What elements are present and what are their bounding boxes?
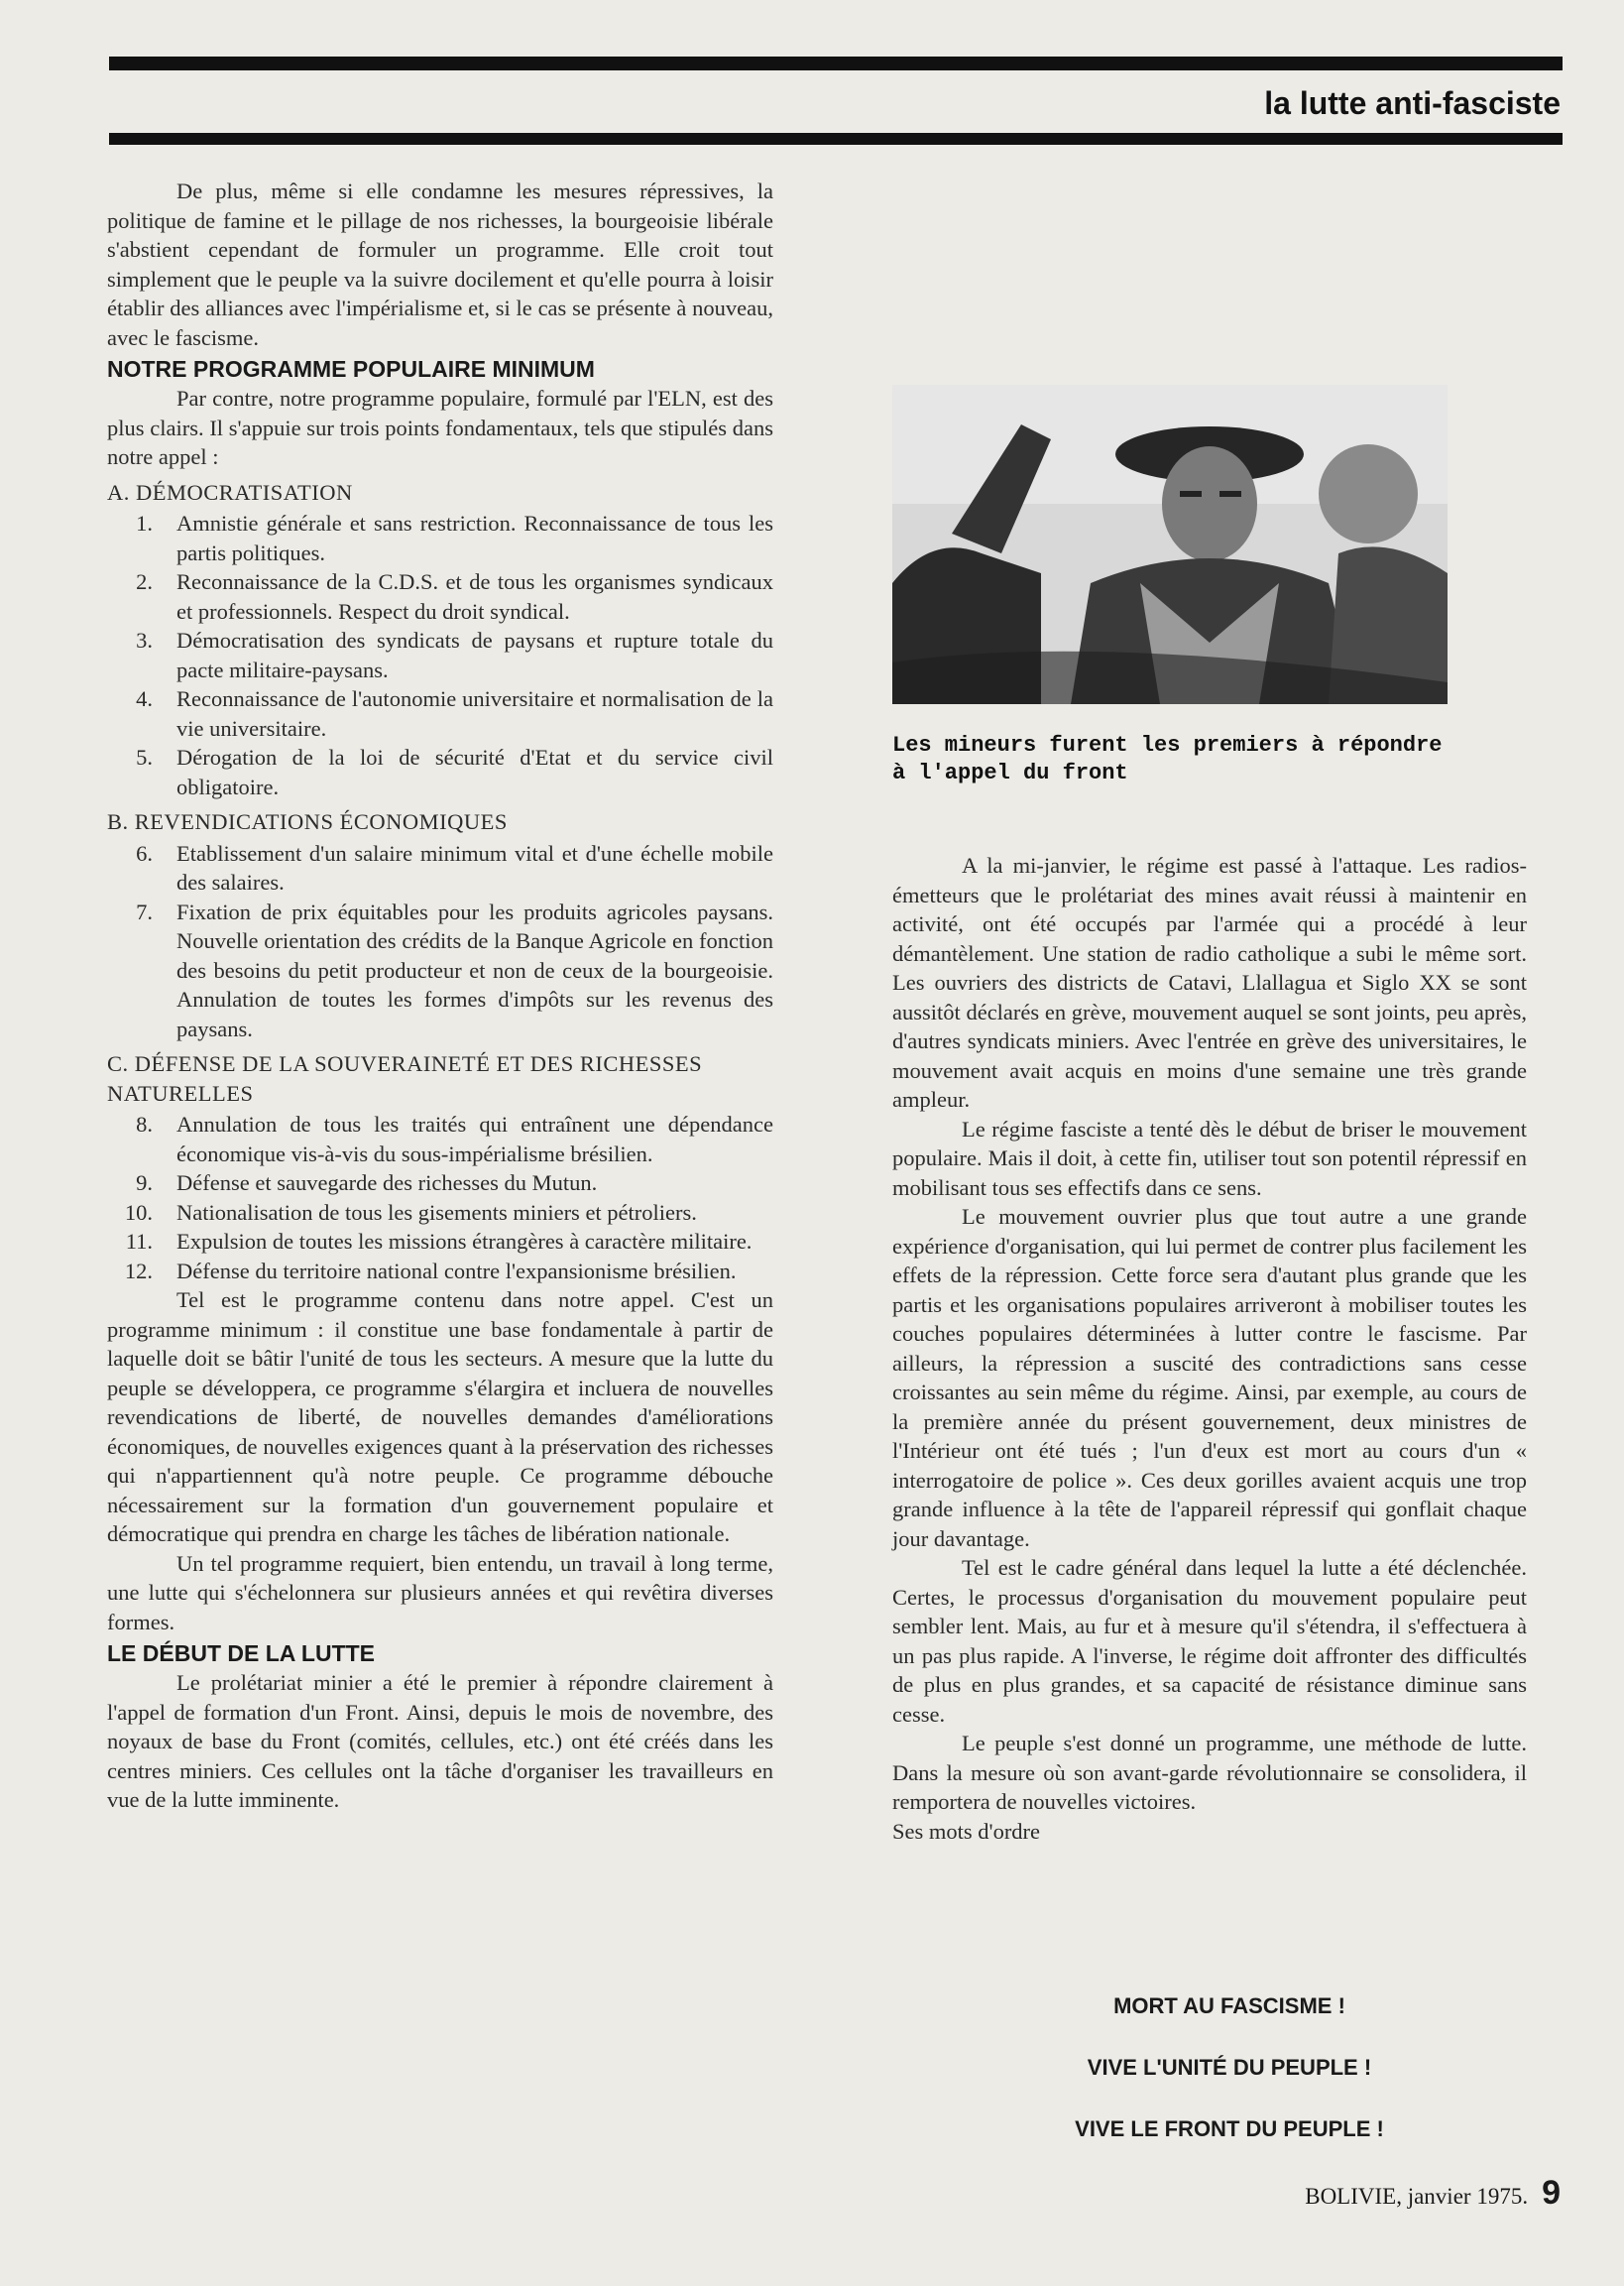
paragraph: Le peuple s'est donné un programme, une méthode de lutte. Dans la mesure où son avant-garde révolutionnaire se consolidera, il remportera de nouvelles victoires. — [892, 1731, 1527, 1814]
list-item — [107, 898, 773, 1044]
item-number: 1. — [136, 511, 153, 536]
paragraph: Le régime fasciste a tenté dès le début de briser le mouvement populaire. Mais il doit, à cette fin, utiliser tout son potentil répressif en mobilisant tous ses effectifs dans ce sens. — [892, 1116, 1527, 1200]
item-number: 9. — [136, 1170, 153, 1195]
page-number: 9 — [1542, 2174, 1561, 2212]
item-number: 3. — [136, 628, 153, 653]
item-number: 2. — [136, 569, 153, 594]
list-item — [107, 1257, 773, 1286]
list-item — [107, 567, 773, 626]
item-text: Défense et sauvegarde des richesses du Mutun. — [176, 1170, 598, 1195]
list-item — [107, 1198, 773, 1228]
item-number: 12. — [124, 1258, 153, 1283]
paragraph: Tel est le programme contenu dans notre appel. C'est un programme minimum : il constitue une base fondamentale à partir de laquelle doit se bâtir l'unité de tous les secteurs. A mesure que la lutte du peuple se développera, ce programme s'élargira et incluera de nouvelles revendications de liberté, de nouvelles demandes d'améliorations économiques, de nouvelles exigences quant à la préservation des richesses qui n'appartiennent qu'à notre peuple. Ce programme débouche nécessairement sur la formation d'un gouvernement populaire et démocratique qui prendra en charge les tâches de libération nationale. — [107, 1287, 773, 1546]
header-rule-bottom — [109, 133, 1563, 145]
slogan: VIVE LE FRONT DU PEUPLE ! — [1075, 2116, 1384, 2141]
subsection-heading-a: A. DÉMOCRATISATION — [107, 479, 353, 505]
item-text: Amnistie générale et sans restriction. Reconnaissance de tous les partis politiques. — [176, 511, 773, 565]
list-item — [107, 1168, 773, 1198]
list-b — [107, 839, 773, 1044]
list-item — [107, 839, 773, 898]
list-c — [107, 1110, 773, 1285]
slogans — [991, 1991, 1467, 2176]
subsection-heading-c: C. DÉFENSE DE LA SOUVERAINETÉ ET DES RICHESSES NATURELLES — [107, 1051, 703, 1106]
item-number: 8. — [136, 1112, 153, 1137]
paragraph: Un tel programme requiert, bien entendu, un travail à long terme, une lutte qui s'échelonnera sur plusieurs années et qui revêtira diverses formes. — [107, 1550, 773, 1634]
list-item — [107, 1110, 773, 1168]
item-text: Démocratisation des syndicats de paysans et rupture totale du pacte militaire-paysans. — [176, 628, 773, 682]
item-text: Reconnaissance de la C.D.S. et de tous les organismes syndicaux et professionnels. Respect du droit syndical. — [176, 569, 773, 624]
list-item — [107, 626, 773, 684]
paragraph: Tel est le cadre général dans lequel la lutte a été déclenchée. Certes, le processus d'organisation du mouvement populaire peut sembler lent. Mais, au fur et à mesure qu'il s'étendra, il s'effectuera à un pas plus rapide. A l'inverse, le régime doit affronter des difficultés de plus en plus grandes, et sa capacité de résistance diminue sans cesse. — [892, 1555, 1527, 1727]
running-header: la lutte anti-fasciste — [1264, 85, 1561, 121]
paragraph: A la mi-janvier, le régime est passé à l'attaque. Les radios-émetteurs que le prolétariat des mines avait réussi à maintenir en activité, ont été occupés par l'armée qui a procédé à leur démantèlement. Une station de radio catholique a subi le même sort. Les ouvriers des districts de Catavi, Llallagua et Siglo XX se sont aussitôt déclarés en grève, mouvement auquel se sont joints, peu après, d'autres syndicats miniers. Avec l'entrée en grève des universitaires, le mouvement avait acquis en moins d'une semaine une très grande ampleur. — [892, 853, 1527, 1112]
item-number: 10. — [124, 1199, 153, 1225]
miners-photo-illustration — [892, 385, 1448, 704]
page-footer — [1305, 2174, 1561, 2213]
item-number: 5. — [136, 745, 153, 770]
item-text: Annulation de tous les traités qui entraînent une dépendance économique vis-à-vis du sous-impérialisme brésilien. — [176, 1112, 773, 1166]
item-text: Nationalisation de tous les gisements miniers et pétroliers. — [176, 1199, 697, 1225]
item-text: Etablissement d'un salaire minimum vital et d'une échelle mobile des salaires. — [176, 840, 773, 895]
item-text: Fixation de prix équitables pour les produits agricoles paysans. Nouvelle orientation des crédits de la Banque Agricole en fonction des besoins du petit producteur et non de ceux de la bourgeoisie. Annulation de toutes les formes d'impôts sur les revenus des paysans. — [176, 899, 773, 1041]
paragraph: Le prolétariat minier a été le premier à répondre clairement à l'appel de formation d'un Front. Ainsi, depuis le mois de novembre, des noyaux de base du Front (comités, cellules, etc.) ont été créés dans les centres miniers. Ces cellules ont la tâche d'organiser les travailleurs en vue de la lutte imminente. — [107, 1670, 773, 1812]
miners-photo — [892, 385, 1448, 704]
header-rule-top — [109, 57, 1563, 70]
list-item — [107, 684, 773, 743]
item-number: 6. — [136, 840, 153, 866]
item-number: 11. — [125, 1229, 153, 1254]
slogan: MORT AU FASCISME ! — [1113, 1993, 1345, 2018]
photo-caption: Les mineurs furent les premiers à répondre à l'appel du front — [892, 733, 1443, 785]
intro-paragraph: De plus, même si elle condamne les mesures répressives, la politique de famine et le pillage de nos richesses, la bourgeoisie libérale s'abstient cependant de formuler un programme. Elle croit tout simplement que le peuple va la suivre docilement et qu'elle pourra à loisir établir des alliances avec l'impérialisme et, si le cas se présente à nouveau, avec le fascisme. — [107, 179, 773, 350]
slogan: VIVE L'UNITÉ DU PEUPLE ! — [1087, 2055, 1372, 2080]
list-item — [107, 1227, 773, 1257]
subsection-heading-b: B. REVENDICATIONS ÉCONOMIQUES — [107, 809, 508, 834]
item-text: Reconnaissance de l'autonomie universitaire et normalisation de la vie universitaire. — [176, 686, 773, 741]
list-item — [107, 743, 773, 801]
section-heading-debut: LE DÉBUT DE LA LUTTE — [107, 1640, 376, 1666]
item-text: Expulsion de toutes les missions étrangères à caractère militaire. — [176, 1229, 753, 1254]
paragraph: Le mouvement ouvrier plus que tout autre a une grande expérience d'organisation, qui lui permet de contrer plus facilement les effets de la répression. Cette force sera d'autant plus grande que les partis et les organisations populaires arriveront à mobiliser toutes les couches populaires déterminées à lutter contre le fascisme. Par ailleurs, la répression a suscité des contradictions sans cesse croissantes au sein même du régime. Ainsi, par exemple, au cours de la première année du présent gouvernement, deux ministres de l'Intérieur ont été tués ; l'un d'eux est mort au cours d'un « interrogatoire de police ». Ces deux gorilles avaient acquis une trop grande influence à la tête de l'appareil répressif qui gonflait chaque jour davantage. — [892, 1204, 1527, 1551]
paragraph: Ses mots d'ordre — [892, 1818, 1041, 1844]
source-line: BOLIVIE, janvier 1975. — [1305, 2184, 1529, 2209]
item-number: 4. — [136, 686, 153, 711]
list-a — [107, 509, 773, 801]
item-text: Dérogation de la loi de sécurité d'Etat et du service civil obligatoire. — [176, 745, 773, 799]
item-number: 7. — [136, 899, 153, 924]
list-item — [107, 509, 773, 567]
left-column — [107, 177, 773, 1815]
paragraph: Par contre, notre programme populaire, formulé par l'ELN, est des plus clairs. Il s'appuie sur trois points fondamentaux, tels que stipulés dans notre appel : — [107, 386, 773, 469]
right-column — [892, 851, 1527, 1846]
item-text: Défense du territoire national contre l'expansionisme brésilien. — [176, 1258, 737, 1283]
section-heading-programme: NOTRE PROGRAMME POPULAIRE MINIMUM — [107, 356, 595, 382]
